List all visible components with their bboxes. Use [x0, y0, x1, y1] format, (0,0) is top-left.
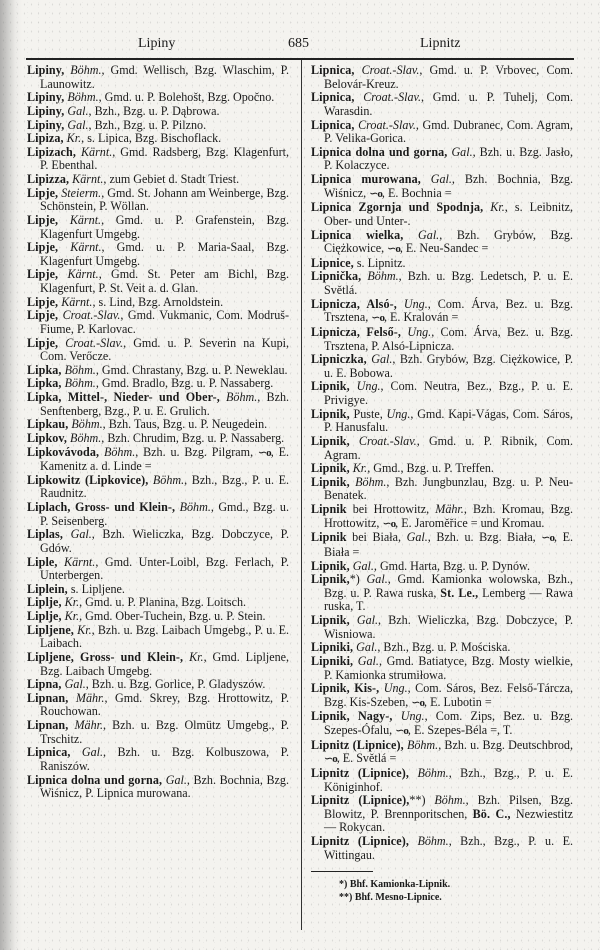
- entry-headword: St. Le.,: [440, 585, 479, 600]
- gazetteer-entry: [311, 835, 573, 862]
- entry-headword: Lipnik, Nagy-,: [311, 709, 393, 724]
- entry-headword: Lipje,: [27, 267, 59, 282]
- right-entries: [311, 64, 573, 862]
- entry-headword: Lipnan,: [27, 690, 69, 705]
- entry-text: Puste,: [349, 406, 383, 421]
- entry-headword: Liplje,: [27, 595, 62, 610]
- entry-text: , Gmd. Radsberg, Bzg. Klagenfurt, P. Ebenthal.: [40, 144, 289, 173]
- entry-text: , Gmd. u. P. Tuhelj, Com. Warasdin.: [324, 90, 573, 118]
- gazetteer-entry: [27, 91, 289, 105]
- post-horn-icon: ∽o: [324, 753, 337, 766]
- footnote: *) Bhf. Kamionka-Lipnik.: [339, 879, 451, 891]
- entry-headword: Lipnitz (Lipnice),: [311, 834, 409, 848]
- entry-region: Böhm.: [99, 444, 136, 459]
- entry-text: , Gmd. Lipljene, Bzg. Laibach Umgebg.: [40, 649, 290, 678]
- entry-text: , Gmd. Kapi-Vágas, Com. Sáros, P. Hanusfalu.: [324, 406, 573, 435]
- entry-text: , Gmd., Bzg. u. P. Seisenberg.: [40, 500, 289, 528]
- entry-headword: Lipnica dolna und gorna,: [311, 144, 448, 159]
- gazetteer-entry: [311, 476, 573, 503]
- gazetteer-entry: [27, 651, 289, 678]
- entry-region: Kr.: [63, 131, 82, 146]
- entry-region: Kärnt.: [58, 267, 99, 282]
- entry-headword: Lipje,: [27, 294, 59, 309]
- post-horn-icon: ∽o: [371, 312, 384, 325]
- gazetteer-entry: [27, 146, 289, 173]
- entry-text: , Com. Árva, Bez. u. Bzg. Trsztena, P. Alsó-Lipnicza.: [324, 324, 574, 353]
- entry-headword: Lipje,: [27, 308, 59, 323]
- entry-region: Croat.-Slav.: [58, 308, 121, 323]
- entry-region: Kr.: [183, 649, 204, 664]
- gazetteer-entry: [27, 774, 289, 801]
- entry-headword: Lipnica dolna und gorna,: [27, 772, 163, 787]
- entry-headword: Lipnitz (Lipnice),: [311, 793, 410, 808]
- entry-text: bei Hrottowitz,: [346, 502, 430, 516]
- entry-text: , Bzh. u. Bzg. Kolbuszowa, P. Raniszów.: [40, 745, 290, 773]
- entry-region: Kr.: [349, 461, 368, 476]
- gazetteer-entry: [27, 501, 289, 528]
- entry-text: Lemberg — Rawa ruska, T.: [324, 585, 573, 614]
- entry-region: Ung.: [392, 709, 425, 724]
- gazetteer-entry: [27, 432, 289, 446]
- entry-headword: Liple,: [27, 554, 58, 569]
- entry-text: , Bzh. Chrudim, Bzg. u. P. Nassaberg.: [101, 430, 285, 445]
- gazetteer-entry: [311, 739, 573, 767]
- gazetteer-entry: [311, 229, 573, 257]
- entry-region: Mähr.: [68, 718, 104, 732]
- entry-headword: Lipkowitz (Lipkovice),: [27, 472, 149, 487]
- entry-headword: Lipnik,: [311, 572, 350, 587]
- gazetteer-entry: [27, 719, 289, 746]
- entry-text: , Gmd. u. P. Maria-Saal, Bzg. Klagenfurt Umgebg.: [40, 240, 289, 268]
- entry-text: , s. Leibnitz, Ober- und Unter-.: [324, 200, 573, 228]
- gazetteer-entry: [311, 435, 573, 462]
- entry-text: , E. Biała =: [324, 530, 574, 559]
- gazetteer-entry: [27, 268, 289, 295]
- entry-text: , Bzh. Grybów, Bzg. Ciężkowice,: [324, 227, 573, 256]
- entry-headword: Lipiny,: [27, 63, 65, 77]
- entry-text: , E. Kralován =: [383, 310, 459, 325]
- entry-headword: Lipnik: [311, 502, 347, 516]
- entry-region: Mähr.: [429, 502, 464, 516]
- gazetteer-entry: [27, 64, 289, 91]
- entry-headword: Lipnik,: [311, 379, 350, 394]
- entry-headword: Lipnik: [311, 530, 347, 545]
- entry-region: Kr.: [61, 595, 80, 610]
- entry-headword: Lipiza,: [27, 131, 64, 146]
- entry-region: Kr.: [61, 609, 80, 623]
- entry-region: Gal.: [349, 613, 379, 627]
- entry-text: , Gmd. St. Peter am Bichl, Bzg. Klagenfurt, P. St. Veit a. d. Glan.: [40, 267, 290, 295]
- entry-region: Ung.: [379, 681, 408, 696]
- gazetteer-entry: [311, 326, 573, 353]
- gazetteer-entry: [27, 528, 289, 555]
- entry-headword: Lipnitz (Lipnice),: [311, 737, 404, 752]
- entry-region: Böhm.: [61, 376, 96, 391]
- gazetteer-entry: [311, 462, 573, 476]
- gazetteer-entry: [27, 624, 289, 651]
- gazetteer-entry: [311, 91, 573, 118]
- running-head-right: Lipnitz: [420, 36, 461, 51]
- entry-region: Ung.: [401, 324, 432, 339]
- entry-headword: Lipkov,: [27, 430, 68, 445]
- entry-text: , Gmd. Dubranec, Com. Agram, P. Velika-Gorica.: [324, 117, 573, 146]
- entry-region: Böhm.: [64, 63, 102, 77]
- gazetteer-entry: [311, 767, 573, 794]
- entry-headword: Lipnik,: [311, 558, 350, 573]
- entry-region: Böhm.: [349, 474, 387, 489]
- entry-headword: Lipniki,: [311, 640, 354, 655]
- entry-headword: Lipnica wielka,: [311, 227, 404, 242]
- entry-region: Ung.: [349, 379, 381, 394]
- gazetteer-entry: [311, 146, 573, 173]
- entry-text: , Bzh. u. Bzg. Gorlice, P. Gladyszów.: [85, 677, 266, 692]
- entry-text: , Com. Neutra, Bez., Bzg., P. u. E. Privigye.: [324, 379, 573, 407]
- entry-region: Croat.-Slav.: [354, 90, 422, 105]
- entry-region: Kärnt.: [58, 212, 102, 227]
- entry-region: Gal.: [353, 640, 378, 655]
- right-column: [311, 64, 573, 904]
- entry-region: Böhm.: [219, 390, 258, 404]
- gazetteer-entry: [311, 560, 573, 574]
- gazetteer-entry: [27, 556, 289, 583]
- column-divider: [301, 60, 302, 930]
- entry-text: , E. Szepes-Béla =, T.: [407, 723, 513, 737]
- entry-text: bei Biała,: [346, 530, 402, 545]
- gazetteer-entry: [311, 353, 573, 380]
- entry-region: Mähr.: [68, 690, 105, 705]
- entry-region: Croat.-Slav.: [354, 117, 416, 132]
- scan-shadow: [0, 0, 22, 950]
- gazetteer-entry: [27, 173, 289, 187]
- gazetteer-entry: [311, 201, 573, 228]
- gazetteer-entry: [27, 746, 289, 773]
- page-number: 685: [288, 36, 309, 51]
- post-horn-icon: ∽o: [387, 243, 400, 256]
- entry-headword: Liplein,: [27, 581, 68, 596]
- gazetteer-entry: [27, 391, 289, 418]
- entry-region: Gal.: [61, 677, 86, 692]
- entry-region: Gal.: [64, 117, 89, 132]
- entry-text: , E. Lubotin =: [424, 694, 492, 709]
- entry-text: , s. Lipica, Bzg. Bischoflack.: [81, 131, 222, 146]
- gazetteer-entry: [27, 119, 289, 133]
- entry-headword: Lipkovávoda,: [27, 444, 100, 459]
- entry-region: Gal.: [403, 227, 440, 242]
- gazetteer-entry: [27, 678, 289, 692]
- entry-text: , Bzh. Bochnia, Bzg. Wiśnicz,: [324, 172, 574, 200]
- entry-headword: Lipnicza, Felső-,: [311, 324, 401, 339]
- entry-headword: Lipje,: [27, 185, 59, 200]
- gazetteer-entry: [27, 418, 289, 432]
- entry-text: Nezwiestitz — Rokycan.: [324, 806, 573, 835]
- entry-region: Böhm.: [361, 269, 399, 284]
- entry-text: , Gmd. u. P. Planina, Bzg. Loitsch.: [79, 595, 247, 610]
- entry-text: , Gmd., Bzg. u. P. Treffen.: [367, 461, 494, 476]
- entry-text: , E. Kamenitz a. d. Linde =: [40, 444, 289, 474]
- gazetteer-entry: [311, 655, 573, 682]
- entry-text: , Gmd. Wellisch, Bzg. Wlaschim, P. Launowitz.: [40, 63, 290, 91]
- entry-text: , Bzh., Bzg., P. u. E. Wittingau.: [324, 834, 574, 862]
- entry-text: , Gmd. u. P. Bolehošt, Bzg. Opočno.: [98, 90, 275, 105]
- entry-text: s. Lipnitz.: [353, 255, 406, 270]
- entry-region: Böhm.: [67, 430, 102, 445]
- gazetteer-entry: [311, 257, 573, 271]
- entry-region: Kärnt.: [69, 172, 104, 186]
- gazetteer-entry: [311, 270, 573, 297]
- footnote-rule: [311, 871, 373, 872]
- entry-text: , zum Gebiet d. Stadt Triest.: [103, 172, 240, 186]
- entry-headword: Lipnan,: [27, 718, 69, 732]
- entry-text: , Bzh. u. Bzg. Ledetsch, P. u. E. Světlá.: [324, 269, 573, 297]
- entry-headword: Lipna,: [27, 677, 62, 692]
- entry-headword: Lipiny,: [27, 103, 65, 118]
- entry-text: , Bzh. Grybów, Bzg. Ciężkowice, P. u. E. Bobowa.: [324, 352, 574, 380]
- gazetteer-entry: [311, 119, 573, 146]
- gazetteer-entry: [311, 794, 573, 835]
- entry-text: , Gmd. Skrey, Bzg. Hrottowitz, P. Rouchowan.: [40, 690, 289, 719]
- entry-headword: Lipka,: [27, 376, 62, 391]
- entry-headword: Lipizza,: [27, 172, 70, 186]
- entry-text: , Bzh., Bzg., P. u. E. Raudnitz.: [40, 472, 289, 501]
- entry-headword: Lipljene, Gross- und Klein-,: [27, 649, 184, 664]
- entry-region: Böhm.: [425, 793, 466, 808]
- entry-headword: Lipniczka,: [311, 352, 367, 367]
- entry-text: , Bzh. u. Bzg. Jasło, P. Kolaczyce.: [324, 144, 573, 173]
- entry-headword: Liplas,: [27, 527, 63, 542]
- post-horn-icon: ∽o: [257, 446, 271, 459]
- gazetteer-entry: [27, 474, 289, 501]
- gazetteer-entry: [311, 710, 573, 738]
- entry-headword: Lipnitz (Lipnice),: [311, 765, 409, 780]
- entry-headword: Lipnice,: [311, 255, 354, 270]
- entry-region: Ung.: [396, 296, 428, 311]
- entry-region: Kr.: [73, 622, 92, 637]
- entry-headword: Lipizach,: [27, 144, 76, 159]
- header-rule: [26, 58, 574, 60]
- entry-headword: Lipiny,: [27, 90, 65, 105]
- entry-region: Gal.: [447, 144, 473, 159]
- entry-text: , Gmd. Ober-Tuchein, Bzg. u. P. Stein.: [79, 609, 266, 623]
- post-horn-icon: ∽o: [382, 517, 396, 530]
- entry-text: , Gmd. Unter-Loibl, Bzg. Ferlach, P. Unterbergen.: [40, 554, 289, 583]
- entry-region: Croat.-Slav.: [349, 433, 417, 448]
- entry-headword: Lipje,: [27, 212, 59, 227]
- entry-headword: Bö. C.,: [472, 806, 511, 821]
- entry-text: , Bzh. Wieliczka, Bzg. Dobczyce, P. Wisniowa.: [324, 613, 573, 641]
- entry-region: Gal.: [63, 527, 92, 542]
- entry-headword: Lipnik,: [311, 474, 350, 489]
- gazetteer-entry: [27, 377, 289, 391]
- entry-text: , Bzh. u. Bzg. Pilgram,: [135, 444, 258, 459]
- gazetteer-entry: [311, 573, 573, 614]
- entry-text: , Gmd. u. P. Ribnik, Com. Agram.: [324, 433, 573, 462]
- entry-text: , Bzh., Bzg. u. P. Pilzno.: [88, 117, 207, 132]
- entry-text: , Bzh., Bzg., P. u. E. Königinhof.: [324, 765, 574, 794]
- gazetteer-entry: [311, 503, 573, 531]
- gazetteer-entry: [27, 446, 289, 474]
- gazetteer-entry: [27, 583, 289, 597]
- entry-text: , Bzh. Kromau, Bzg. Hrottowitz,: [324, 502, 573, 530]
- gazetteer-entry: [27, 364, 289, 378]
- gazetteer-entry: [27, 241, 289, 268]
- entry-text: , s. Lind, Bzg. Arnoldstein.: [92, 294, 224, 309]
- entry-text: , E. Neu-Sandec =: [399, 241, 489, 256]
- entry-text: , Gmd. Vukmanic, Com. Modruš-Fiume, P. Karlovac.: [40, 308, 289, 336]
- entry-headword: Lipiny,: [27, 117, 65, 132]
- gazetteer-entry: [27, 105, 289, 119]
- gazetteer-entry: [27, 296, 289, 310]
- gazetteer-entry: [311, 531, 573, 559]
- gazetteer-entry: [311, 298, 573, 326]
- entry-text: *): [349, 572, 360, 587]
- entry-region: Böhm.: [61, 362, 96, 377]
- post-horn-icon: ∽o: [395, 725, 408, 737]
- entry-headword: Lipnik,: [311, 406, 350, 421]
- entry-text: , Gmd. St. Johann am Weinberge, Bzg. Schönstein, P. Wöllan.: [40, 185, 289, 214]
- entry-region: Steierm.: [58, 185, 102, 200]
- entry-text: , E. Jaroměřice = und Kromau.: [395, 515, 545, 530]
- gazetteer-entry: [311, 64, 573, 91]
- entry-region: Böhm.: [408, 834, 449, 848]
- entry-headword: Liplje,: [27, 609, 62, 623]
- gazetteer-entry: [311, 408, 573, 435]
- entry-region: Gal.: [366, 352, 393, 367]
- entry-region: Kärnt.: [58, 294, 93, 309]
- entry-text: s. Lipljene.: [67, 581, 125, 596]
- entry-text: , E. Světlá =: [336, 751, 397, 766]
- entry-region: Gal.: [70, 745, 104, 760]
- entry-headword: Lipka, Mittel-, Nieder- und Ober-,: [27, 390, 220, 404]
- entry-region: Croat.-Slav.: [58, 335, 124, 350]
- entry-region: Gal.: [162, 772, 187, 787]
- gazetteer-entry: [27, 187, 289, 214]
- entry-region: Gal.: [353, 653, 379, 668]
- gazetteer-entry: [27, 337, 289, 364]
- left-column: [27, 64, 289, 801]
- entry-text: , Gmd. Kamionka wolowska, Bzh., Bzg. u. P. Rawa ruska,: [324, 572, 573, 600]
- entry-text: , Bzh. u. Bzg. Deutschbrod,: [438, 737, 573, 752]
- entry-text: , Bzh. Jungbunzlau, Bzg. u. P. Neu-Benatek.: [324, 474, 573, 503]
- entry-headword: Lipkau,: [27, 417, 69, 432]
- entry-headword: Lipljene,: [27, 622, 74, 637]
- entry-headword: Lipje,: [27, 240, 59, 255]
- entry-region: Gal.: [401, 530, 428, 545]
- entry-text: , Bzh., Bzg. u. P. Dąbrowa.: [88, 103, 220, 118]
- entry-region: Böhm.: [403, 737, 439, 752]
- gazetteer-entry: [311, 682, 573, 710]
- entry-text: , Bzh. Pilsen, Bzg. Blowitz, P. Brennporitschen,: [324, 793, 573, 821]
- entry-region: Böhm.: [175, 500, 211, 514]
- entry-headword: Lipnica Zgornja und Spodnja,: [311, 200, 484, 215]
- entry-text: , Gmd. u. P. Grafenstein, Bzg. Klagenfurt Umgebg.: [40, 212, 289, 241]
- entry-region: Gal.: [349, 558, 374, 573]
- entry-text: , Bzh. Wieliczka, Bzg. Dobczyce, P. Gdów.: [40, 527, 289, 555]
- entry-region: Böhm.: [408, 765, 449, 780]
- entry-headword: Lipnik, Kis-,: [311, 681, 380, 696]
- entry-text: , Bzh. Senftenberg, Bzg., P. u. E. Grulich.: [40, 390, 290, 418]
- gazetteer-entry: [27, 610, 289, 624]
- entry-text: , Com. Árva, Bez. u. Bzg. Trsztena,: [324, 296, 573, 325]
- entry-region: Böhm.: [148, 472, 185, 487]
- entry-text: , Com. Zips, Bez. u. Bzg. Szepes-Ófalu,: [324, 709, 574, 737]
- entry-region: Ung.: [382, 406, 411, 421]
- post-horn-icon: ∽o: [369, 187, 382, 200]
- entry-headword: Lipnica,: [311, 63, 355, 77]
- entry-text: , Gmd. Harta, Bzg. u. P. Dynów.: [373, 558, 530, 573]
- entry-region: Böhm.: [64, 90, 99, 105]
- entry-text: , E. Bochnia =: [381, 185, 452, 200]
- entry-text: , Gmd. Batiatyce, Bzg. Mosty wielkie, P. Kamionka strumiłowa.: [324, 653, 574, 682]
- entry-region: Kärnt.: [57, 554, 96, 569]
- gazetteer-entry: [27, 309, 289, 336]
- gazetteer-entry: [311, 641, 573, 655]
- gazetteer-entry: [27, 596, 289, 610]
- entry-headword: Lipnik,: [311, 613, 350, 627]
- entry-text: , Com. Sáros, Bez. Felső-Tárcza, Bzg. Kis-Szeben,: [324, 681, 574, 709]
- entry-text: , Bzh. u. Bzg. Olmütz Umgebg., P. Trschitz.: [40, 718, 289, 746]
- entry-region: Gal.: [64, 103, 89, 118]
- entry-text: , Gmd. Chrastany, Bzg. u. P. Neweklau.: [95, 362, 288, 377]
- gazetteer-entry: [311, 173, 573, 201]
- post-horn-icon: ∽o: [541, 532, 554, 545]
- entry-headword: Lipnica,: [311, 117, 355, 132]
- entry-region: Böhm.: [68, 417, 103, 432]
- entry-region: Kr.: [483, 200, 505, 215]
- entry-region: Gal.: [359, 572, 388, 587]
- entry-headword: Lipnica murowana,: [311, 172, 421, 186]
- gazetteer-entry: [27, 214, 289, 241]
- entry-text: , Bzh. u. Bzg. Laibach Umgebg., P. u. E. Laibach.: [40, 622, 290, 651]
- running-head-left: Lipiny: [138, 36, 176, 51]
- entry-region: Kärnt.: [75, 144, 113, 159]
- entry-text: **): [409, 793, 426, 808]
- gazetteer-entry: [27, 692, 289, 719]
- gazetteer-entry: [311, 380, 573, 407]
- entry-headword: Lipnica,: [27, 745, 71, 760]
- post-horn-icon: ∽o: [411, 696, 425, 709]
- entry-text: , Bzh. Taus, Bzg. u. P. Neugedein.: [102, 417, 268, 432]
- footnote: **) Bhf. Mesno-Lipnice.: [339, 892, 442, 904]
- entry-headword: Lipnicza, Alsó-,: [311, 296, 397, 311]
- entry-text: , Bzh. u. Bzg. Biała,: [427, 530, 542, 545]
- entry-text: , Gmd. Bradlo, Bzg. u. P. Nassaberg.: [95, 376, 274, 391]
- entry-headword: Lipniki,: [311, 653, 354, 668]
- entry-headword: Lipnik,: [311, 433, 350, 448]
- entry-region: Gal.: [420, 172, 452, 186]
- entry-headword: Lipnica,: [311, 90, 355, 105]
- entry-text: , Bzh., Bzg. u. P. Mościska.: [377, 640, 511, 655]
- entry-text: , Gmd. u. P. Severin na Kupi, Com. Verőcze.: [40, 335, 289, 364]
- gazetteer-entry: [311, 614, 573, 641]
- entry-text: , Bzh. Bochnia, Bzg. Wiśnicz, P. Lipnica murowana.: [40, 772, 289, 801]
- entry-headword: Lipka,: [27, 362, 62, 377]
- entry-region: Kärnt.: [58, 240, 102, 255]
- entry-headword: Lipje,: [27, 335, 59, 350]
- entry-region: Croat.-Slav.: [354, 63, 420, 77]
- entry-headword: Liplach, Gross- und Klein-,: [27, 500, 176, 514]
- entry-text: , Gmd. u. P. Vrbovec, Com. Belovár-Kreuz.: [324, 63, 573, 91]
- gazetteer-entry: [27, 132, 289, 146]
- entry-headword: Lipnik,: [311, 461, 350, 476]
- entry-headword: Lipnička,: [311, 269, 362, 284]
